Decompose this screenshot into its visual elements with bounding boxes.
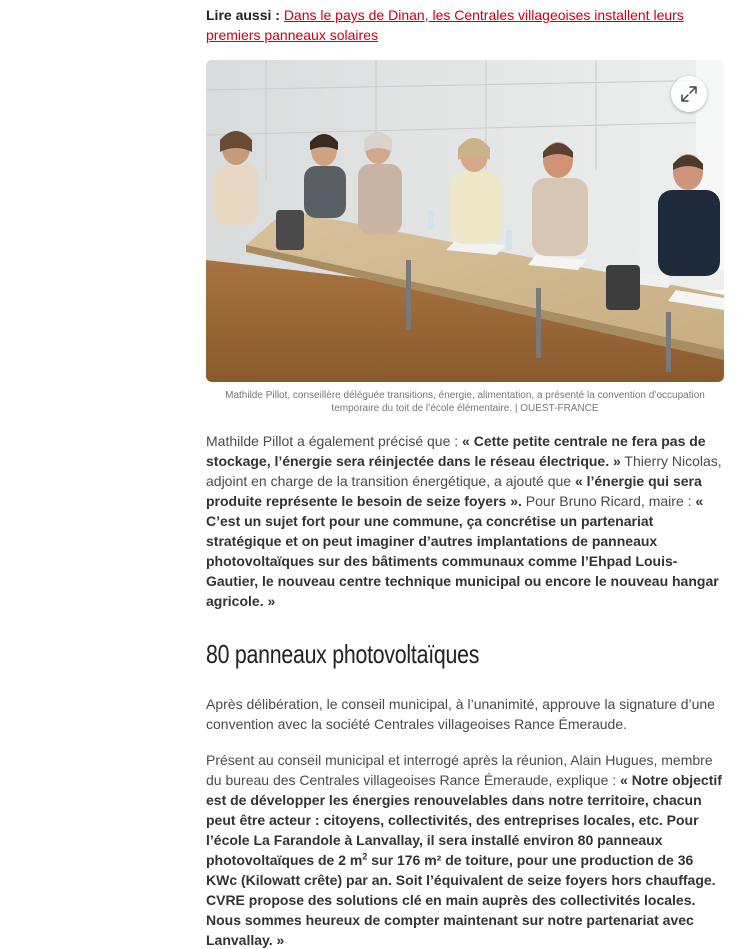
- quote-text: « l’énergie qui sera produite représente le besoin de seize foyers ».: [206, 473, 702, 509]
- section-heading: 80 panneaux photovoltaïques: [206, 639, 480, 669]
- related-article: [206, 5, 724, 45]
- photo-caption: Mathilde Pillot, conseillère déléguée transitions, énergie, alimentation, a présenté la convention d’occupation temporaire du toit de l’école élémentaire. | OUEST-FRANCE: [225, 390, 705, 414]
- quote-text: [206, 772, 722, 948]
- quote-text: « C’est un sujet fort pour une commune, ça concrétise un partenariat stratégique et on peut imaginer d’autres implantations de panneaux photovoltaïques sur des bâtiments communaux comme l’Ehpad Louis-Gautier, le nouveau centre technique municipal ou encore le nouveau hangar agricole. »: [206, 493, 719, 609]
- quote-part: sur 176 m² de toiture, pour une production de 36 KWc (Kilowatt crête) par an. Soit l’équivalent de seize foyers hors chauffage. CVRE propose des solutions clé en main auprès des collectivités locales. Nous sommes heureux de compter maintenant sur notre partenariat avec Lanvallay. »: [206, 852, 716, 948]
- expand-image-button[interactable]: [671, 76, 707, 112]
- paragraph-text: Thierry Nicolas, adjoint en charge de la transition énergétique, a ajouté que: [206, 453, 722, 489]
- paragraph-text: Pour Bruno Ricard, maire :: [521, 493, 696, 509]
- quote-text: « Cette petite centrale ne fera pas de stockage, l’énergie sera réinjectée dans le réseau électrique. »: [206, 433, 706, 469]
- meeting-photo: [206, 60, 724, 382]
- paragraph-text: Présent au conseil municipal et interrogé après la réunion, Alain Hugues, membre du bureau des Centrales villageoises Rance Émeraude, explique :: [206, 752, 713, 788]
- paragraph-text: Mathilde Pillot a également précisé que :: [206, 433, 463, 449]
- quote-part: « Notre objectif est de développer les énergies renouvelables dans notre territoire, chacun peut être acteur : citoyens, collectivités, des entreprises locales, etc. Pour l’école La Farandole à Lanvallay, il sera installé environ 80 panneaux photovoltaïques de 2 m: [206, 772, 722, 868]
- related-article-link[interactable]: Dans le pays de Dinan, les Centrales villageoises installent leurs premiers panneaux solaires: [206, 7, 684, 43]
- article-paragraph: Après délibération, le conseil municipal, à l’unanimité, approuve la signature d’une convention avec la société Centrales villageoises Rance Émeraude.: [206, 696, 715, 732]
- article-paragraph: [206, 750, 724, 949]
- related-label: Lire aussi :: [206, 7, 284, 23]
- superscript: 2: [362, 851, 368, 862]
- expand-icon: [680, 85, 698, 103]
- article-photo: [206, 60, 724, 382]
- article-paragraph: [206, 431, 724, 611]
